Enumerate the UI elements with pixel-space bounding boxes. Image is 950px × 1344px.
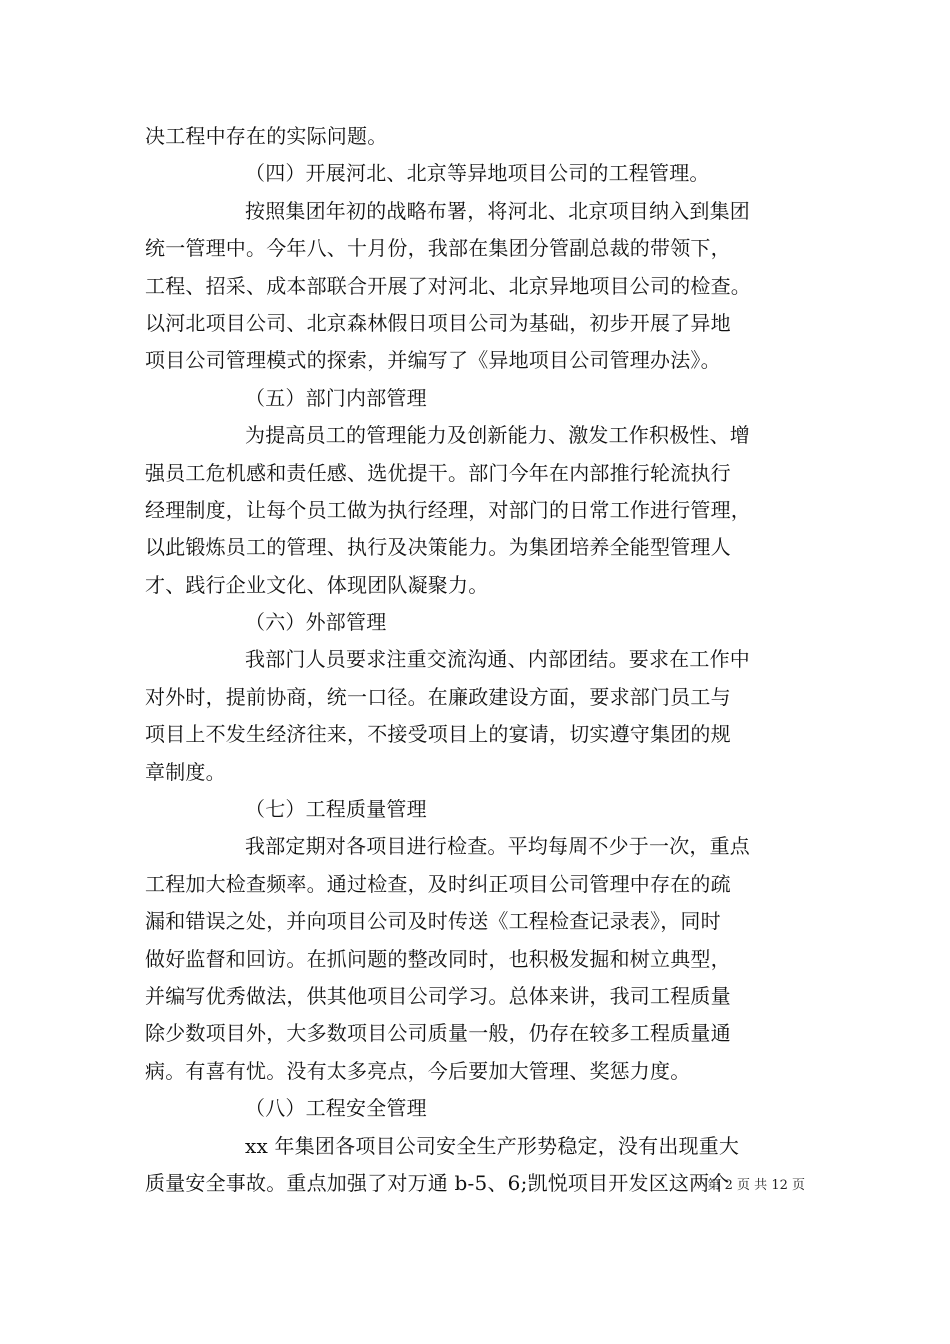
text-line: 以河北项目公司、北京森林假日项目公司为基础，初步开展了异地: [145, 310, 731, 335]
paragraph-start: 我部定期对各项目进行检查。平均每周不少于一次，重点: [245, 834, 750, 859]
section-heading-7: （七）工程质量管理: [245, 797, 427, 822]
section-heading-8: （八）工程安全管理: [245, 1096, 427, 1121]
text-line: 强员工危机感和责任感、选优提干。部门今年在内部推行轮流执行: [145, 460, 731, 485]
paragraph-start: 我部门人员要求注重交流沟通、内部团结。要求在工作中: [245, 647, 750, 672]
section-heading-6: （六）外部管理: [245, 610, 387, 635]
text-line: 统一管理中。今年八、十月份，我部在集团分管副总裁的带领下，: [145, 236, 731, 261]
paragraph-start: 为提高员工的管理能力及创新能力、激发工作积极性、增: [245, 423, 750, 448]
text-line: 漏和错误之处，并向项目公司及时传送《工程检查记录表》，同时: [145, 909, 721, 934]
document-body: [145, 118, 835, 1202]
text-line: 项目公司管理模式的探索，并编写了《异地项目公司管理办法》。: [145, 348, 721, 373]
text-line: 决工程中存在的实际问题。: [145, 124, 388, 148]
section-heading-5: （五）部门内部管理: [245, 385, 427, 410]
paragraph-start: 按照集团年初的战略布署，将河北、北京项目纳入到集团: [245, 198, 750, 223]
text-line: 做好监督和回访。在抓问题的整改同时，也积极发掘和树立典型，: [145, 946, 731, 971]
text-line: 病。有喜有忧。没有太多亮点，今后要加大管理、奖惩力度。: [145, 1058, 691, 1083]
text-line: 工程加大检查频率。通过检查，及时纠正项目公司管理中存在的疏: [145, 871, 731, 896]
page-number: 第 2 页 共 12 页: [707, 1178, 805, 1193]
paragraph-start: xx 年集团各项目公司安全生产形势稳定，没有出现重大: [245, 1133, 740, 1158]
text-line: 经理制度，让每个员工做为执行经理，对部门的日常工作进行管理，: [145, 497, 751, 522]
text-line: 章制度。: [145, 759, 226, 784]
text-line: 除少数项目外，大多数项目公司质量一般，仍存在较多工程质量通: [145, 1021, 731, 1046]
text-line: 对外时，提前协商，统一口径。在廉政建设方面，要求部门员工与: [145, 684, 731, 709]
text-line: 才、践行企业文化、体现团队凝聚力。: [145, 572, 489, 597]
text-line: 项目上不发生经济往来，不接受项目上的宴请，切实遵守集团的规: [145, 722, 731, 747]
text-line: 并编写优秀做法，供其他项目公司学习。总体来讲，我司工程质量: [145, 983, 731, 1008]
text-line: 质量安全事故。重点加强了对万通 b-5、6;凯悦项目开发区这两个: [145, 1170, 730, 1195]
text-line: 以此锻炼员工的管理、执行及决策能力。为集团培养全能型管理人: [145, 535, 731, 560]
section-heading-4: （四）开展河北、北京等异地项目公司的工程管理。: [245, 161, 710, 186]
text-line: 工程、招采、成本部联合开展了对河北、北京异地项目公司的检查。: [145, 273, 751, 298]
